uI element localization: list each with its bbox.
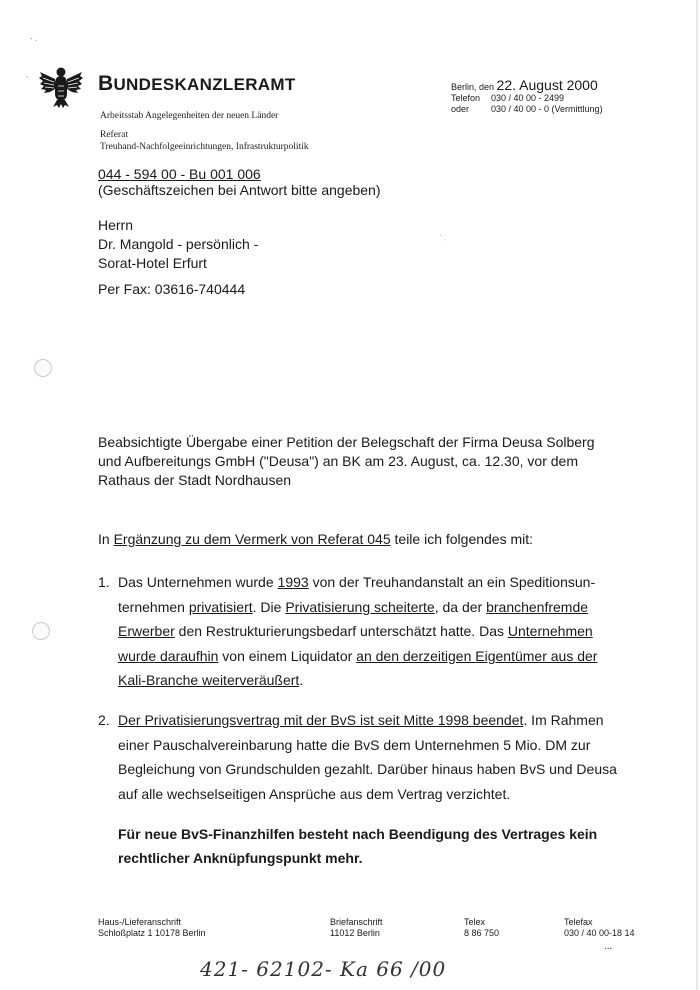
referat-name: Treuhand-Nachfolgeeinrichtungen, Infrastrukturpolitik: [100, 142, 309, 152]
scan-speck: ,: [26, 70, 29, 79]
footer-dots: ...: [604, 941, 613, 952]
recipient-address: Herrn Dr. Mangold - persönlich - Sorat-Hotel Erfurt: [98, 217, 259, 271]
referat-label: Referat: [100, 130, 128, 140]
header-contact-block: [451, 77, 603, 115]
list-item: 1. Das Unternehmen wurde 1993 von der Treuhandanstalt an ein Speditionsunternehmen privatisiert. Die Privatisierung scheiterte, da der branchenfremde Erwerber den Restrukturierungsbedarf unterschätzt hatte. Das Unternehmen wurde daraufhin von einem Liquidator an den derzeitigen Eigentümer aus der Kali-Branche weiterveräußert.: [98, 574, 598, 689]
federal-eagle-icon: [38, 64, 84, 108]
punch-hole: [32, 622, 50, 640]
footer-address: Haus-/Lieferanschrift Schloßplatz 1 10178 Berlin: [98, 917, 206, 938]
reference-number: 044 - 594 00 - Bu 001 006: [98, 166, 261, 182]
scan-speck: - .: [30, 34, 38, 43]
conclusion-statement: Für neue BvS-Finanzhilfen besteht nach Beendigung des Vertrages kein rechtlicher Anknüpfungspunkt mehr.: [118, 826, 598, 866]
letter-date: 22. August 2000: [496, 77, 598, 93]
intro-paragraph: In Ergänzung zu dem Vermerk von Referat 045 teile ich folgendes mit:: [98, 531, 534, 547]
punch-hole: [34, 359, 52, 377]
subject-line: Beabsichtigte Übergabe einer Petition der Belegschaft der Firma Deusa Solberg und Aufbereitungs GmbH ("Deusa") an BK am 23. August, ca. 12.30, vor dem Rathaus der Stadt Nordhausen: [98, 434, 595, 488]
telefon-line: Telefon 030 / 40 00 - 2499: [451, 93, 565, 103]
oder-line: oder 030 / 40 00 - 0 (Vermittlung): [451, 104, 603, 114]
organization-title: BUNDESKANZLERAMT: [98, 72, 296, 95]
footer-postal: Briefanschrift 11012 Berlin: [330, 917, 383, 938]
subunit-name: Arbeitsstab Angelegenheiten der neuen Länder: [100, 111, 279, 121]
page-edge: [696, 0, 698, 990]
footer-telefax: Telefax 030 / 40 00-18 14: [564, 917, 635, 938]
list-item: 2. Der Privatisierungsvertrag mit der BvS ist seit Mitte 1998 beendet. Im Rahmen einer Pauschalvereinbarung hatte die BvS dem Unternehmen 5 Mio. DM zur Begleichung von Grundschulden gezahlt. Darüber hinaus haben BvS und Deusa auf alle wechselseitigen Ansprüche aus dem Vertrag verzichtet.: [98, 712, 617, 802]
fax-number: Per Fax: 03616-740444: [98, 281, 246, 297]
date-line: Berlin, den 22. August 2000: [451, 77, 598, 93]
scan-speck: ' ;: [440, 233, 446, 242]
handwritten-file-number: 421- 62102- Ka 66 /00: [200, 957, 447, 981]
reference-note: (Geschäftszeichen bei Antwort bitte angeben): [98, 182, 381, 198]
footer-telex: Telex 8 86 750: [464, 917, 500, 938]
